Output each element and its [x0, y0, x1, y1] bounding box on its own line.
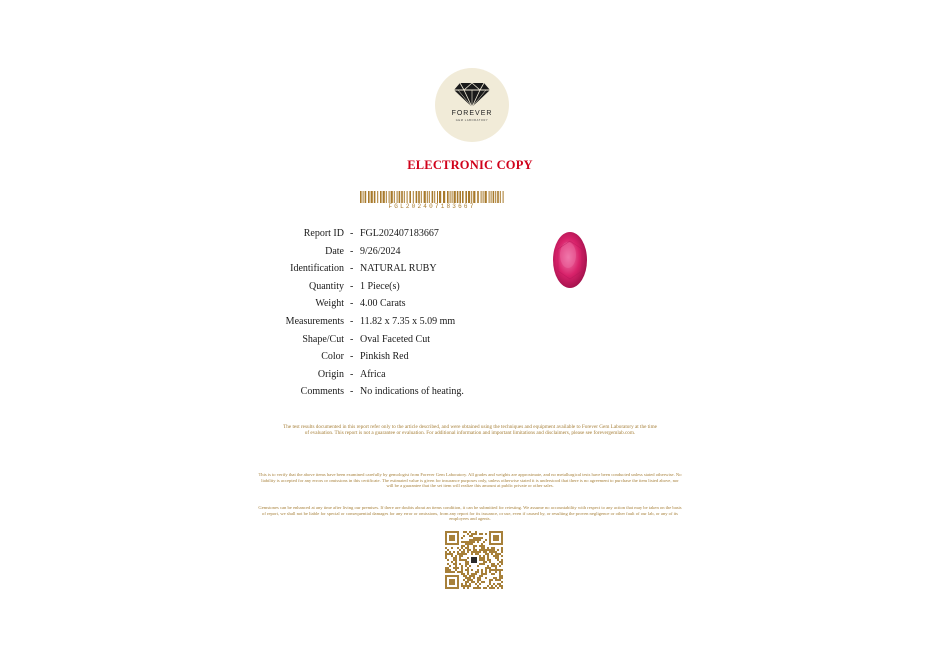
field-label: Date — [325, 245, 344, 257]
field-separator: - — [350, 333, 354, 345]
field-value: NATURAL RUBY — [360, 263, 437, 275]
field-label: Report ID — [303, 228, 344, 239]
field-label: Color — [321, 351, 344, 363]
report-notice: The test results documented in this report refer only to the article described, and were obtained using the techniques and equipment available to Forever Gem Laboratory at the time of evaluation. This report is not a guarantee or evaluation. For additional information and important limitations and disclaimers, please see forevergemlab.com. — [283, 424, 657, 437]
field-separator: - — [350, 316, 354, 327]
field-separator: - — [350, 368, 354, 380]
logo-name: FOREVER — [451, 110, 493, 117]
field-value: No indications of heating. — [360, 386, 464, 398]
field-separator: - — [350, 263, 354, 275]
field-value: 11.82 x 7.35 x 5.09 mm — [360, 316, 456, 327]
field-value: Pinkish Red — [360, 351, 409, 363]
electronic-copy-heading: ELECTRONIC COPY — [407, 158, 533, 172]
field-label: Quantity — [309, 280, 344, 292]
field-row — [0, 386, 500, 400]
field-label: Weight — [315, 298, 344, 310]
lab-logo — [435, 68, 509, 142]
field-value: Oval Faceted Cut — [360, 333, 430, 345]
field-label: Comments — [300, 386, 344, 398]
field-separator: - — [350, 245, 354, 257]
field-row — [0, 281, 500, 295]
field-label: Identification — [290, 263, 344, 275]
field-row — [0, 369, 500, 383]
ruby-image — [552, 231, 588, 289]
field-value: 9/26/2024 — [360, 245, 401, 257]
diamond-icon — [453, 82, 491, 108]
field-separator: - — [350, 351, 354, 363]
field-separator: - — [350, 280, 354, 292]
field-row — [0, 298, 500, 312]
field-label: Origin — [317, 368, 344, 380]
field-row — [0, 334, 500, 348]
field-value: Africa — [360, 368, 386, 380]
barcode-text: FGL202407183667 — [388, 203, 476, 210]
field-value: 1 Piece(s) — [360, 280, 400, 292]
logo-subtitle: GEM LABORATORY — [455, 119, 489, 122]
field-separator: - — [350, 228, 354, 239]
field-label: Measurements — [285, 316, 344, 327]
verification-statement: This is to verify that the above items have been examined carefully by gemologist from Forever Gem Laboratory. All grades and weights are approximate, and no metallurgical tests have been conducted unless stated otherwise. No liability is accepted for any errors or omissions in this certificate. The estimated value is given for insurance purposes only, unless otherwise stated it is understood that there is no agreement to purchase the item listed above, nor will be a guarantee that the set item will realize this amount at public private or other sales. — [258, 472, 682, 489]
field-value: FGL202407183667 — [360, 228, 439, 239]
field-row — [0, 228, 500, 242]
field-separator: - — [350, 298, 354, 310]
field-value: 4.00 Carats — [360, 298, 406, 310]
field-row — [0, 316, 500, 330]
field-row — [0, 263, 500, 277]
qr-code[interactable] — [445, 531, 503, 589]
field-separator: - — [350, 386, 354, 398]
field-row — [0, 351, 500, 365]
liability-statement: Gemstones can be enhanced at any time after living our premises. If there are doubts about an items condition, it can be submitted for retesting. We assume no accountability with respect to any action that may be taken on the basis of report, we shall not be liable for special or consequential damages for any error or omissions, from any report for its issuance, or use, even if caused by, or resulting the proven negligence or other fault of our lab, or any of its employees and agents. — [258, 505, 682, 522]
field-row — [0, 246, 500, 260]
field-label: Shape/Cut — [302, 333, 344, 345]
